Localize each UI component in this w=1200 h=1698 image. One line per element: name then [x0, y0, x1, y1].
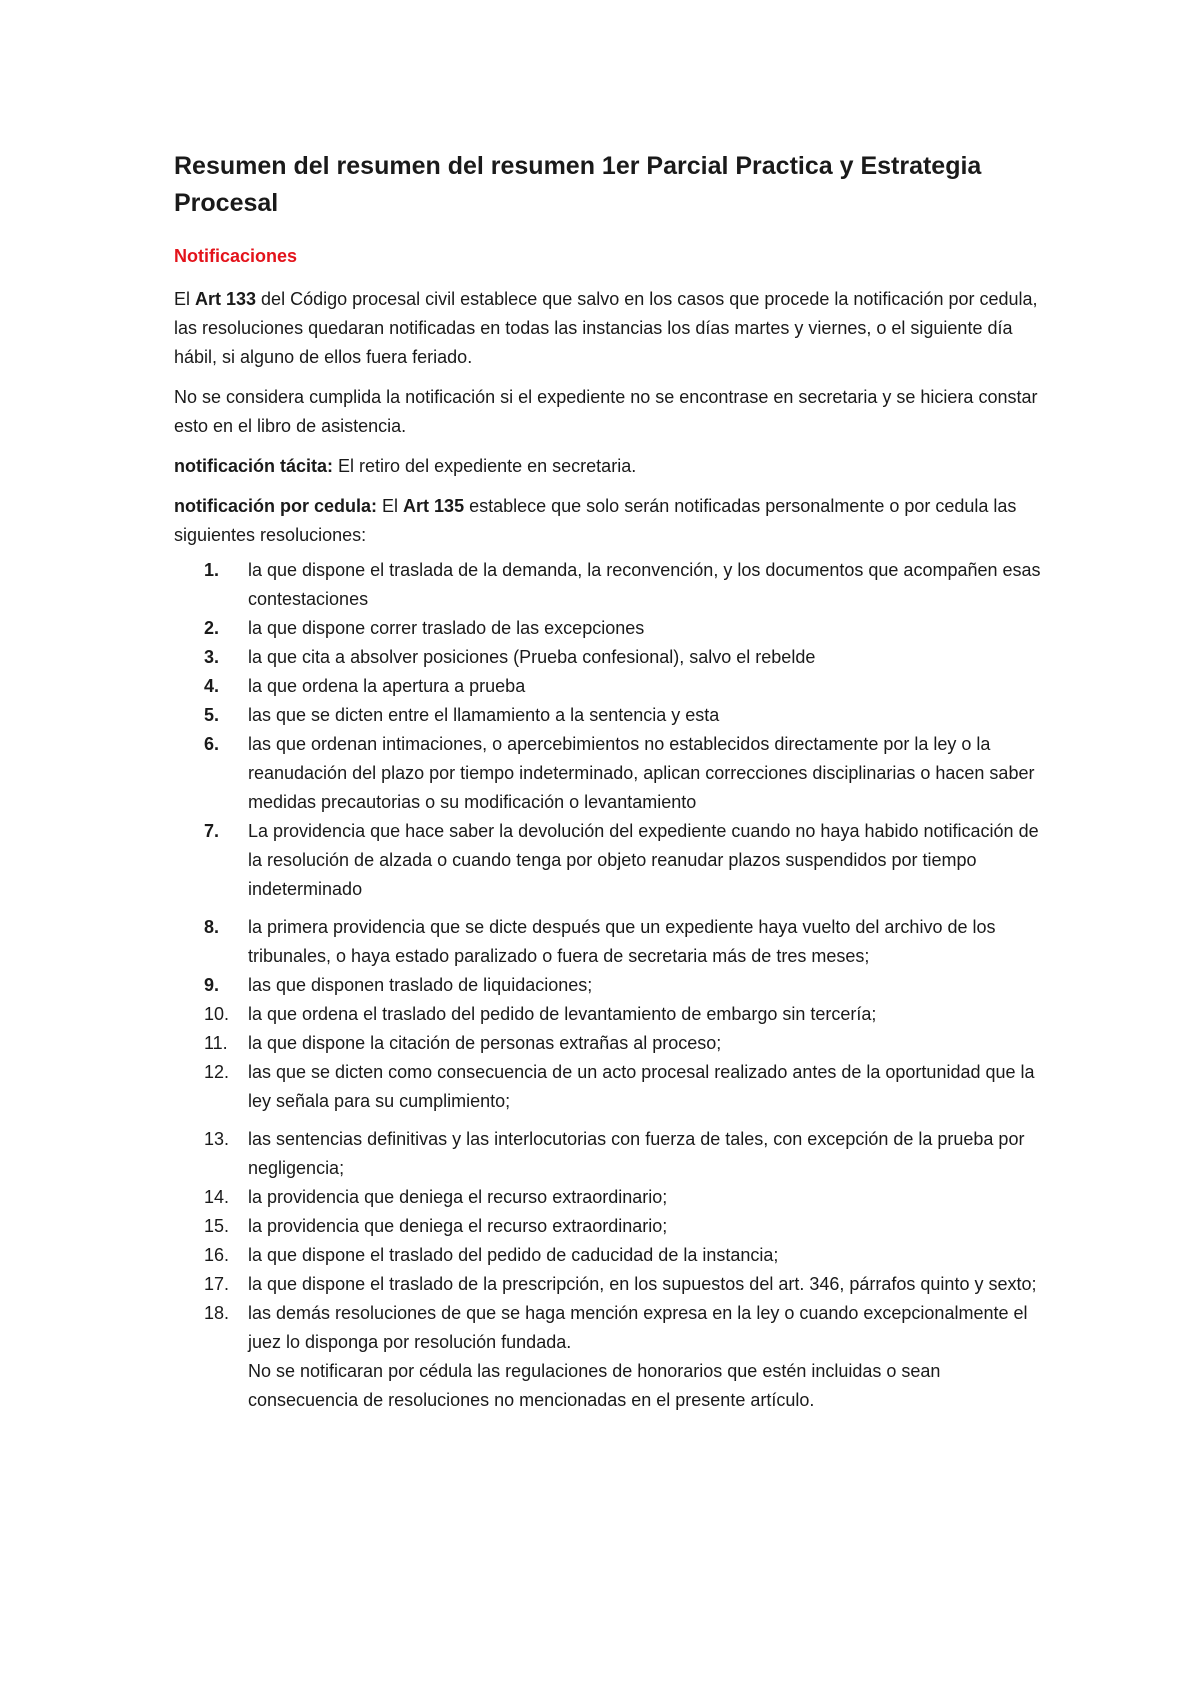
term-label: notificación por cedula: — [174, 496, 378, 516]
article-reference: Art 133 — [195, 289, 257, 309]
paragraph-text: El retiro del expediente en secretaria. — [333, 456, 637, 476]
resolutions-list — [174, 556, 1054, 1415]
list-number: 5. — [204, 705, 220, 725]
list-number: 18. — [204, 1303, 230, 1323]
document-body — [174, 148, 1054, 1415]
list-item-text: las que se dicten entre el llamamiento a la sentencia y esta — [248, 705, 720, 725]
list-item-text: la que dispone el traslado de la prescripción, en los supuestos del art. 346, párrafos quinto y sexto; — [248, 1274, 1037, 1294]
list-item — [174, 817, 1054, 904]
section-heading: Notificaciones — [174, 246, 298, 266]
list-item-text: las demás resoluciones de que se haga mención expresa en la ley o cuando excepcionalmente el juez lo disponga por resolución fundada. — [248, 1303, 1028, 1352]
list-item — [174, 1212, 1054, 1241]
paragraph-not-fulfilled: No se considera cumplida la notificación si el expediente no se encontrase en secretaria y se hiciera constar esto en el libro de asistencia. — [174, 387, 1038, 436]
paragraph-tacit-notification — [174, 452, 1054, 481]
list-item-text: la que ordena el traslado del pedido de levantamiento de embargo sin tercería; — [248, 1004, 877, 1024]
paragraph-text: del Código procesal civil establece que salvo en los casos que procede la notificación por cedula, las resoluciones quedaran notificadas en todas las instancias los días martes y viernes, o el siguiente día hábil, si alguno de ellos fuera feriado. — [174, 289, 1038, 367]
list-item — [174, 1029, 1054, 1058]
list-number: 3. — [204, 647, 220, 667]
list-number: 8. — [204, 917, 220, 937]
list-item-text: la primera providencia que se dicte después que un expediente haya vuelto del archivo de los tribunales, o haya estado paralizado o fuera de secretaria más de tres meses; — [248, 917, 996, 966]
list-item-text: la providencia que deniega el recurso extraordinario; — [248, 1216, 668, 1236]
list-item-text: La providencia que hace saber la devolución del expediente cuando no haya habido notificación de la resolución de alzada o cuando tenga por objeto reanudar plazos suspendidos por tiempo indeterminado — [248, 821, 1039, 899]
list-item — [174, 730, 1054, 817]
list-item-text: la que dispone el traslado del pedido de caducidad de la instancia; — [248, 1245, 779, 1265]
list-number: 11. — [204, 1033, 228, 1053]
list-item — [174, 1270, 1054, 1299]
list-item-text: la que dispone el traslada de la demanda, la reconvención, y los documentos que acompañen esas contestaciones — [248, 560, 1041, 609]
list-item-text: las sentencias definitivas y las interlocutorias con fuerza de tales, con excepción de la prueba por negligencia; — [248, 1129, 1025, 1178]
list-item — [174, 556, 1054, 614]
paragraph-notification-by-cedula — [174, 492, 1054, 550]
list-number: 2. — [204, 618, 220, 638]
list-number: 12. — [204, 1062, 230, 1082]
list-number: 17. — [204, 1274, 230, 1294]
list-item — [174, 1058, 1054, 1116]
list-item-text: la que cita a absolver posiciones (Prueba confesional), salvo el rebelde — [248, 647, 816, 667]
list-item — [174, 913, 1054, 971]
list-item — [174, 971, 1054, 1000]
paragraph-text: establece que solo serán notificadas personalmente o por cedula las siguientes resoluciones: — [174, 496, 1017, 545]
list-number: 1. — [204, 560, 220, 580]
list-number: 16. — [204, 1245, 230, 1265]
list-item — [174, 1299, 1054, 1415]
list-item — [174, 701, 1054, 730]
list-item-text: la que dispone la citación de personas extrañas al proceso; — [248, 1033, 722, 1053]
list-item-text: la que ordena la apertura a prueba — [248, 676, 526, 696]
list-item — [174, 1000, 1054, 1029]
term-label: notificación tácita: — [174, 456, 334, 476]
paragraph-text: El — [377, 496, 404, 516]
article-reference: Art 135 — [403, 496, 465, 516]
paragraph-text: El — [174, 289, 196, 309]
list-item — [174, 1241, 1054, 1270]
list-number: 6. — [204, 734, 220, 754]
list-item — [174, 672, 1054, 701]
paragraph-art-133 — [174, 285, 1054, 372]
list-item-text: las que disponen traslado de liquidaciones; — [248, 975, 593, 995]
closing-note: No se notificaran por cédula las regulaciones de honorarios que estén incluidas o sean consecuencia de resoluciones no mencionadas en el presente artículo. — [248, 1361, 941, 1410]
list-item-text: las que ordenan intimaciones, o apercebimientos no establecidos directamente por la ley o la reanudación del plazo por tiempo indeterminado, aplican correcciones disciplinarias o hacen saber medidas precautorias o su modificación o levantamiento — [248, 734, 1035, 812]
list-number: 14. — [204, 1187, 230, 1207]
list-item — [174, 1125, 1054, 1183]
list-number: 10. — [204, 1004, 230, 1024]
document-title: Resumen del resumen del resumen 1er Parcial Practica y Estrategia Procesal — [174, 152, 982, 217]
list-number: 15. — [204, 1216, 230, 1236]
list-item — [174, 1183, 1054, 1212]
list-item — [174, 643, 1054, 672]
list-number: 13. — [204, 1129, 230, 1149]
list-item — [174, 614, 1054, 643]
list-number: 9. — [204, 975, 220, 995]
list-number: 4. — [204, 676, 220, 696]
list-number: 7. — [204, 821, 220, 841]
list-item-text: la providencia que deniega el recurso extraordinario; — [248, 1187, 668, 1207]
list-item-text: la que dispone correr traslado de las excepciones — [248, 618, 645, 638]
list-item-text: las que se dicten como consecuencia de un acto procesal realizado antes de la oportunidad que la ley señala para su cumplimiento; — [248, 1062, 1035, 1111]
